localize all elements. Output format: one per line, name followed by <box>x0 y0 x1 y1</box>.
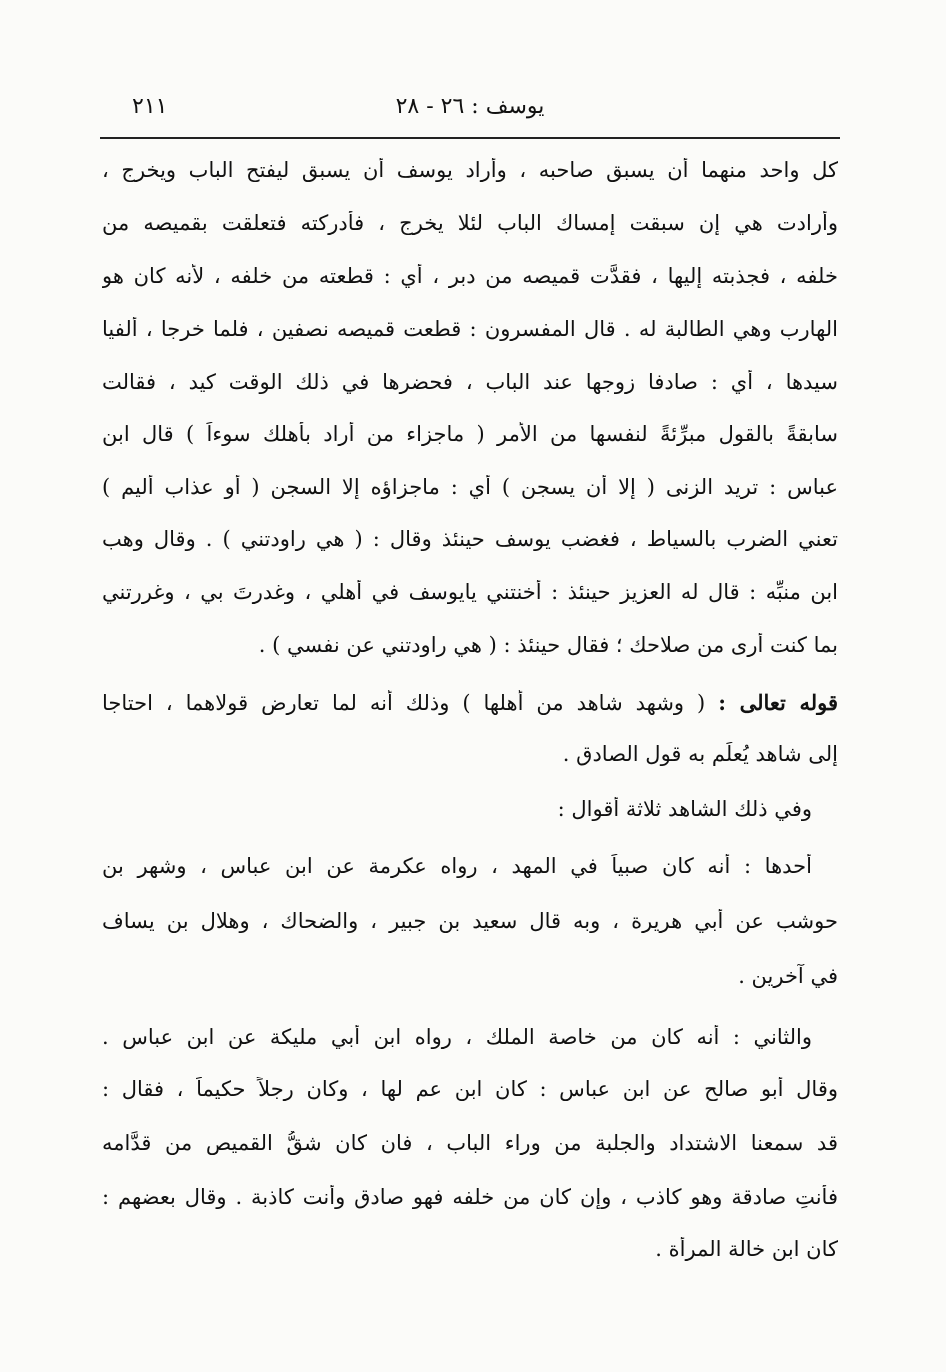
text-line: كل واحد منهما أن يسبق صاحبه ، وأراد يوسف أن يسبق ليفتح الباب ويخرج ، <box>102 158 838 182</box>
text-line: إلى شاهد يُعلَم به قول الصادق . <box>562 742 838 766</box>
text-line: وقال أبو صالح عن ابن عباس : كان ابن عم لها ، وكان رجلاً حكيماً ، فقال : <box>102 1077 838 1101</box>
text-line: سيدها ، أي : صادفا زوجها عند الباب ، فحضرها في ذلك الوقت كيد ، فقالت <box>102 370 838 394</box>
verse-text: ( وشهد شاهد من أهلها ) وذلك أنه لما تعارض قولاهما ، احتاجا <box>102 691 706 715</box>
text-line: بما كنت أرى من صلاحك ؛ فقال حينئذ : ( هي راودتني عن نفسي ) . <box>258 633 838 657</box>
text-line: وفي ذلك الشاهد ثلاثة أقوال : <box>557 797 812 821</box>
text-line: خلفه ، فجذبته إليها ، فقدَّت قميصه من دبر ، أي : قطعته من خلفه ، لأنه كان هو <box>102 264 838 288</box>
text-line: كان ابن خالة المرأة . <box>655 1237 838 1261</box>
text-line: فأنتِ صادقة وهو كاذب ، وإن كان من خلفه فهو صادق وأنت كاذبة . وقال بعضهم : <box>102 1185 838 1209</box>
text-line: حوشب عن أبي هريرة ، وبه قال سعيد بن جبير ، والضحاك ، وهلال بن يساف <box>102 909 838 933</box>
text-line: في آخرين . <box>738 964 838 988</box>
text-line: ابن منبِّه : قال له العزيز حينئذ : أخنتني يايوسف في أهلي ، وغدرتَ بي ، وغررتني <box>102 580 838 604</box>
header-rule <box>100 137 840 139</box>
verse-line <box>102 690 838 715</box>
text-line: أحدها : أنه كان صبياً في المهد ، رواه عكرمة عن ابن عباس ، وشهر بن <box>102 854 812 878</box>
text-line: الهارب وهي الطالبة له . قال المفسرون : قطعت قميصه نصفين ، فلما خرجا ، ألفيا <box>102 317 838 341</box>
running-title: يوسف : ٢٦ - ٢٨ <box>395 94 545 119</box>
text-line: سابقةً بالقول مبرِّئةً لنفسها من الأمر ( ماجزاء من أراد بأهلك سوءاً ) قال ابن <box>102 422 838 446</box>
text-line: تعني الضرب بالسياط ، فغضب يوسف حينئذ وقال : ( هي راودتني ) . وقال وهب <box>102 527 838 551</box>
lead-in-label: قوله تعالى : <box>718 690 838 715</box>
text-line: والثاني : أنه كان من خاصة الملك ، رواه ابن أبي مليكة عن ابن عباس . <box>102 1025 812 1049</box>
text-line: قد سمعنا الاشتداد والجلبة من وراء الباب ، فان كان شقُّ القميص من قدَّامه <box>102 1131 838 1155</box>
page-number: ٢١١ <box>132 94 168 119</box>
text-line: عباس : تريد الزنى ( إلا أن يسجن ) أي : ماجزاؤه إلا السجن ( أو عذاب أليم ) <box>102 475 838 499</box>
page-header <box>100 88 840 128</box>
text-line: وأرادت هي إن سبقت إمساك الباب لئلا يخرج ، فأدركته فتعلقت بقميصه من <box>102 211 838 235</box>
